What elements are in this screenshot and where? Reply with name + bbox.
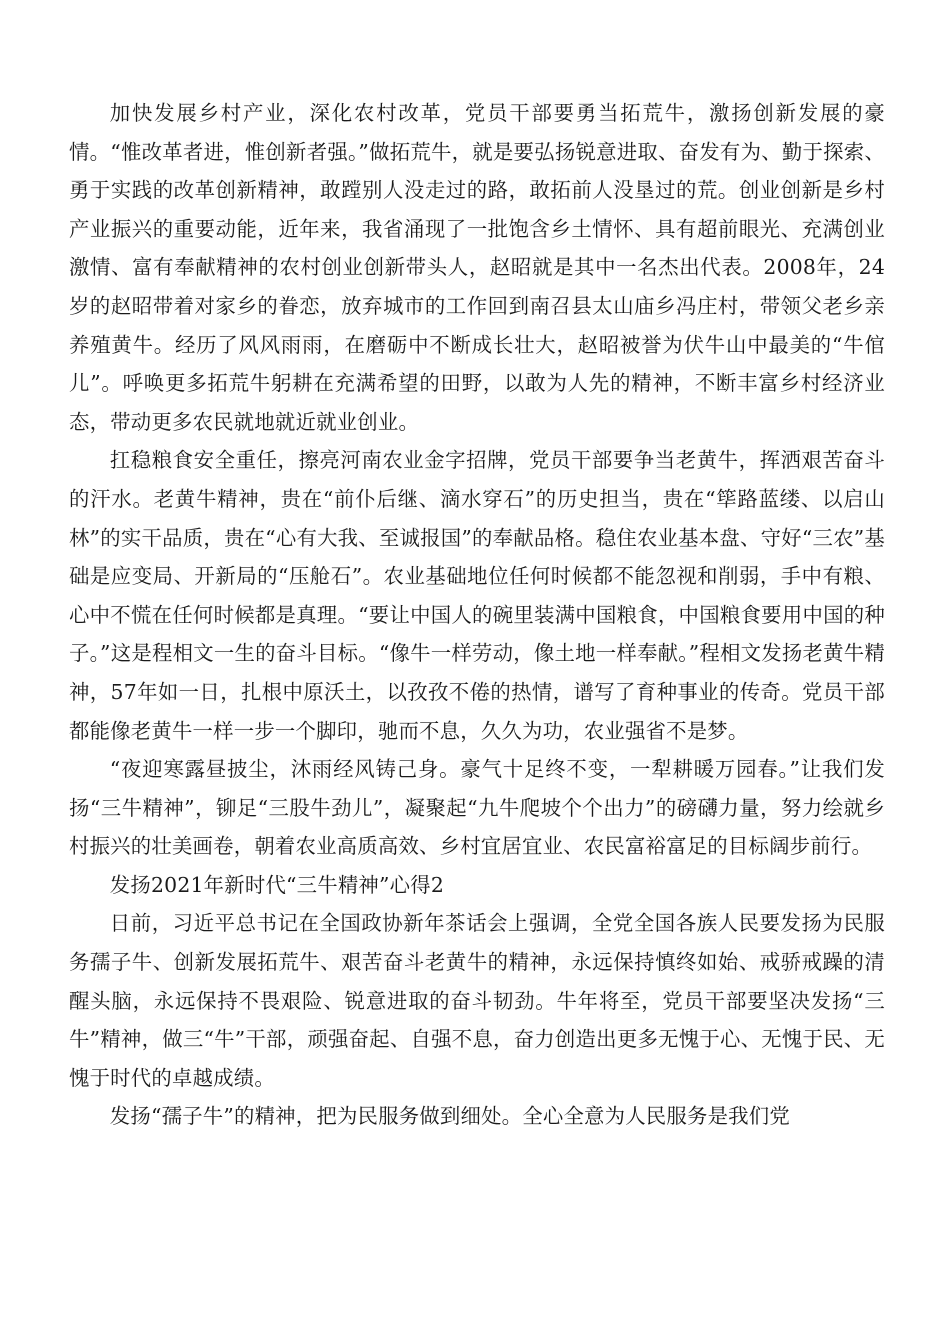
paragraph-section-intro: 日前，习近平总书记在全国政协新年茶话会上强调，全党全国各族人民要发扬为民服务孺子牛、创新发展拓荒牛、艰苦奋斗老黄牛的精神，永远保持慎终如始、戒骄戒躁的清醒头脑，永远保持不畏艰险、锐意进取的奋斗韧劲。牛年将至，党员干部要坚决发扬“三牛”精神，做三“牛”干部，顽强奋起、自强不息，奋力创造出更多无愧于心、无愧于民、无愧于时代的卓越成绩。 <box>69 911 885 1090</box>
paragraph-willing-ox: 发扬“孺子牛”的精神，把为民服务做到细处。全心全意为人民服务是我们党 <box>109 1104 790 1129</box>
section-title: 发扬2021年新时代“三牛精神”心得2 <box>109 872 444 897</box>
document-page <box>69 94 885 1136</box>
paragraph-pioneer-ox: 加快发展乡村产业，深化农村改革，党员干部要勇当拓荒牛，激扬创新发展的豪情。“惟改革者进，惟创新者强。”做拓荒牛，就是要弘扬锐意进取、奋发有为、勤于探索、勇于实践的改革创新精神，敢蹚别人没走过的路，敢拓前人没垦过的荒。创业创新是乡村产业振兴的重要动能，近年来，我省涌现了一批饱含乡土情怀、具有超前眼光、充满创业激情、富有奉献精神的农村创业创新带头人，赵昭就是其中一名杰出代表。2008年，24岁的赵昭带着对家乡的眷恋，放弃城市的工作回到南召县太山庙乡冯庄村，带领父老乡亲养殖黄牛。经历了风风雨雨，在磨砺中不断成长壮大，赵昭被誉为伏牛山中最美的“牛倌儿”。呼唤更多拓荒牛躬耕在充满希望的田野，以敢为人先的精神，不断丰富乡村经济业态，带动更多农民就地就近就业创业。 <box>69 101 885 434</box>
paragraph-conclusion-poem: “夜迎寒露昼披尘，沐雨经风铸己身。豪气十足终不变，一犁耕暖万园春。”让我们发扬“三牛精神”，铆足“三股牛劲儿”，凝聚起“九牛爬坡个个出力”的磅礴力量，努力绘就乡村振兴的壮美画卷，朝着农业高质高效、乡村宜居宜业、农民富裕富足的目标阔步前行。 <box>69 757 885 859</box>
paragraph-old-yellow-ox: 扛稳粮食安全重任，擦亮河南农业金字招牌，党员干部要争当老黄牛，挥洒艰苦奋斗的汗水。老黄牛精神，贵在“前仆后继、滴水穿石”的历史担当，贵在“筚路蓝缕、以启山林”的实干品质，贵在“心有大我、至诚报国”的奉献品格。稳住农业基本盘、守好“三农”基础是应变局、开新局的“压舱石”。农业基础地位任何时候都不能忽视和削弱，手中有粮、心中不慌在任何时候都是真理。“要让中国人的碗里装满中国粮食，中国粮食要用中国的种子。”这是程相文一生的奋斗目标。“像牛一样劳动，像土地一样奉献。”程相文发扬老黄牛精神，57年如一日，扎根中原沃土，以孜孜不倦的热情，谱写了育种事业的传奇。党员干部都能像老黄牛一样一步一个脚印，驰而不息，久久为功，农业强省不是梦。 <box>69 448 885 743</box>
